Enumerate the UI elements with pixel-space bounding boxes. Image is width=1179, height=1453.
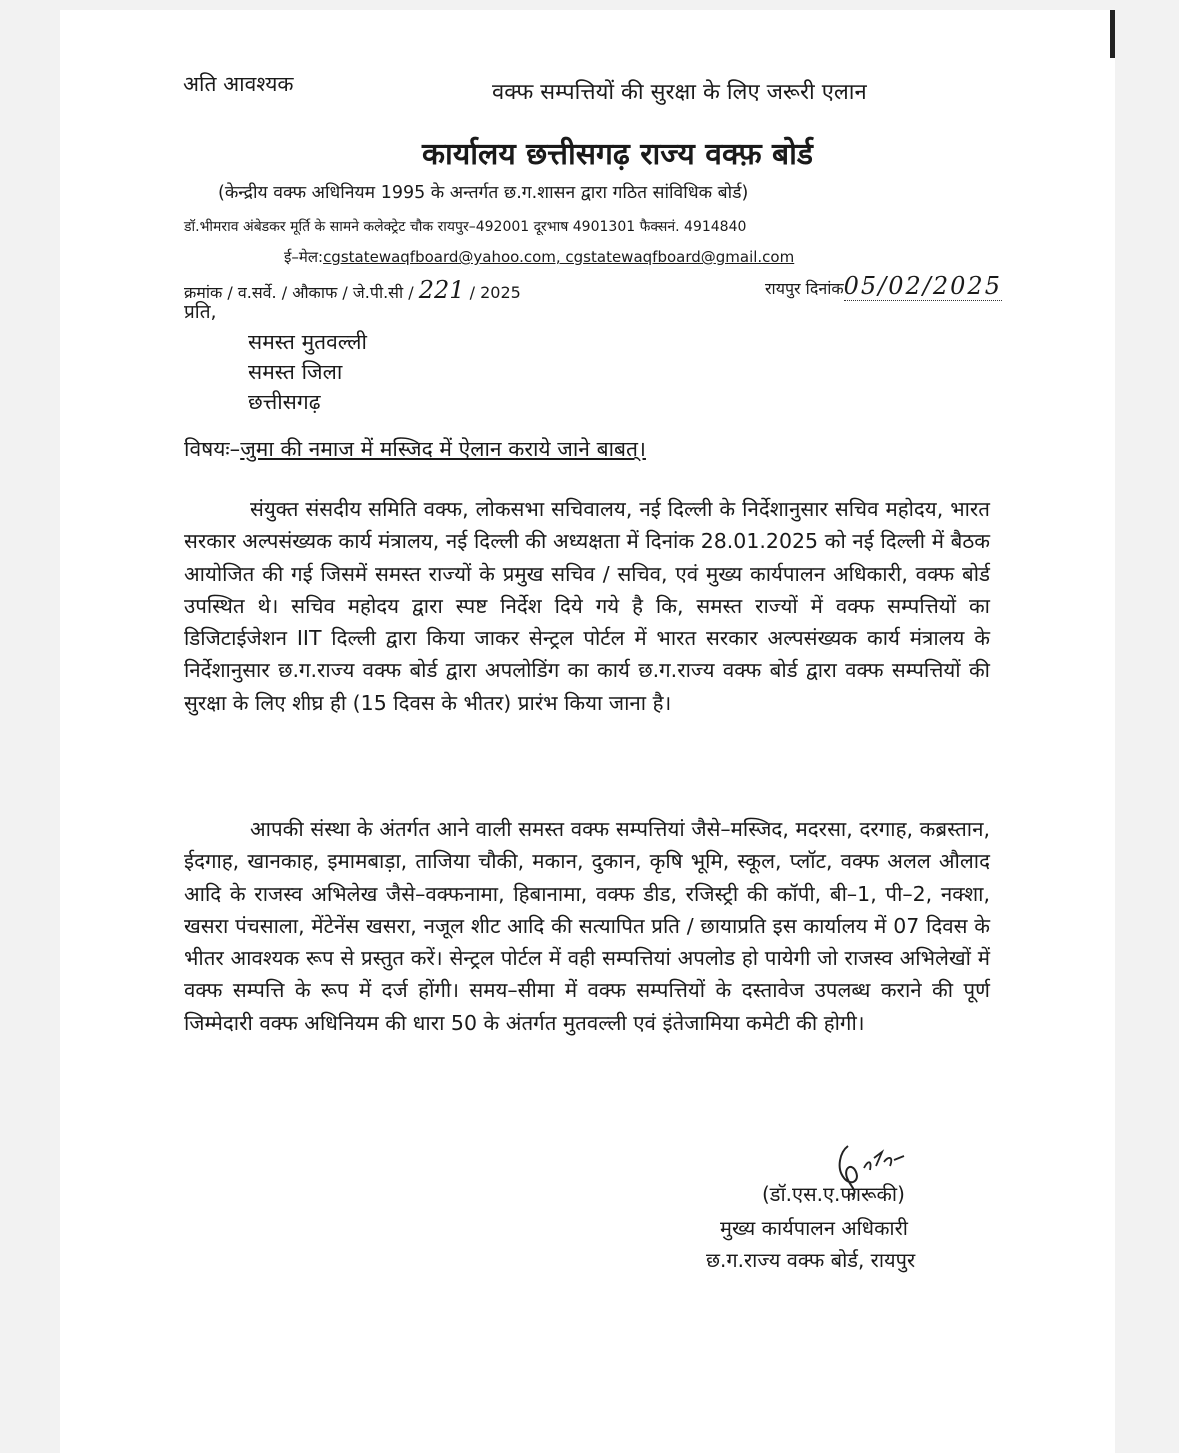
to-label: प्रति, [184, 301, 217, 323]
reference-number [184, 276, 521, 304]
office-address: डॉ.भीमराव अंबेडकर मूर्ति के सामने कलेक्ट्रेट चौक रायपुर–492001 दूरभाष 4901301 फैक्सनं. 4914840 [184, 219, 747, 235]
recipient-line: समस्त मुतवल्ली [248, 330, 367, 354]
subject-text: जुमा की नमाज में मस्जिद में ऐलान कराये जाने बाबत्। [240, 437, 646, 461]
signer-name: (डॉ.एस.ए.फारूकी) [762, 1182, 905, 1206]
date-handwritten: 05/02/2025 [843, 272, 1002, 300]
subject-line [184, 435, 646, 463]
page-edge-mark [1110, 10, 1115, 58]
letter-date [765, 272, 1002, 300]
office-subtitle: (केन्द्रीय वक्फ अधिनियम 1995 के अन्तर्गत छ.ग.शासन द्वारा गठित सांविधिक बोर्ड) [218, 183, 749, 203]
letter-page [60, 10, 1115, 1453]
email-line [284, 247, 794, 267]
signer-organization: छ.ग.राज्य वक्फ बोर्ड, रायपुर [706, 1248, 916, 1272]
reference-year: / 2025 [464, 283, 521, 302]
reference-handwritten-number: 221 [418, 276, 465, 304]
email-addresses[interactable]: cgstatewaqfboard@yahoo.com, cgstatewaqfboard@gmail.com [323, 248, 795, 266]
signer-designation: मुख्य कार्यपालन अधिकारी [720, 1216, 908, 1240]
office-title: कार्यालय छत्तीसगढ़ राज्य वक्फ़ बोर्ड [422, 137, 813, 172]
date-label: रायपुर दिनांक [765, 279, 844, 298]
recipient-line: समस्त जिला [248, 360, 343, 384]
subject-label: विषयः– [184, 437, 241, 461]
reference-prefix: क्रमांक / व.सर्वे. / औकाफ / जे.पी.सी / [184, 283, 419, 302]
urgency-label: अति आवश्यक [183, 72, 294, 96]
headline: वक्फ सम्पत्तियों की सुरक्षा के लिए जरूरी एलान [492, 80, 867, 105]
body-paragraph-1: संयुक्त संसदीय समिति वक्फ, लोकसभा सचिवालय, नई दिल्ली के निर्देशानुसार सचिव महोदय, भारत सरकार अल्पसंख्यक कार्य मंत्रालय, नई दिल्ली की अध्यक्षता में दिनांक 28.01.2025 को नई दिल्ली में बैठक आयोजित की गई जिसमें समस्त राज्यों के प्रमुख सचिव / सचिव, एवं मुख्य कार्यपालन अधिकारी, वक्फ बोर्ड उपस्थित थे। सचिव महोदय द्वारा स्पष्ट निर्देश दिये गये है कि, समस्त राज्यों में वक्फ सम्पत्तियों का डिजिटाईजेशन IIT दिल्ली द्वारा किया जाकर सेन्ट्रल पोर्टल में भारत सरकार अल्पसंख्यक कार्य मंत्रालय के निर्देशानुसार छ.ग.राज्य वक्फ बोर्ड द्वारा अपलोडिंग का कार्य छ.ग.राज्य वक्फ बोर्ड द्वारा वक्फ सम्पत्तियों की सुरक्षा के लिए शीघ्र ही (15 दिवस के भीतर) प्रारंभ किया जाना है। [184, 497, 990, 715]
body-paragraph-2: आपकी संस्था के अंतर्गत आने वाली समस्त वक्फ सम्पत्तियां जैसे–मस्जिद, मदरसा, दरगाह, कब्रस्तान, ईदगाह, खानकाह, इमामबाड़ा, ताजिया चौकी, मकान, दुकान, कृषि भूमि, स्कूल, प्लॉट, वक्फ अलल औलाद आदि के राजस्व अभिलेख जैसे–वक्फनामा, हिबानामा, वक्फ डीड, रजिस्ट्री की कॉपी, बी–1, पी–2, नक्शा, खसरा पंचसाला, मेंटेनेंस खसरा, नजूल शीट आदि की सत्यापित प्रति / छायाप्रति इस कार्यालय में 07 दिवस के भीतर आवश्यक रूप से प्रस्तुत करें। सेन्ट्रल पोर्टल में वही सम्पत्तियां अपलोड हो पायेगी जो राजस्व अभिलेखों में वक्फ सम्पत्ति के रूप में दर्ज होंगी। समय–सीमा में वक्फ सम्पत्तियों के दस्तावेज उपलब्ध कराने की पूर्ण जिम्मेदारी वक्फ अधिनियम की धारा 50 के अंतर्गत मुतवल्ली एवं इंतेजामिया कमेटी की होगी। [184, 817, 990, 1035]
recipient-line: छत्तीसगढ़ [248, 390, 321, 414]
email-label: ई–मेल: [284, 248, 324, 266]
